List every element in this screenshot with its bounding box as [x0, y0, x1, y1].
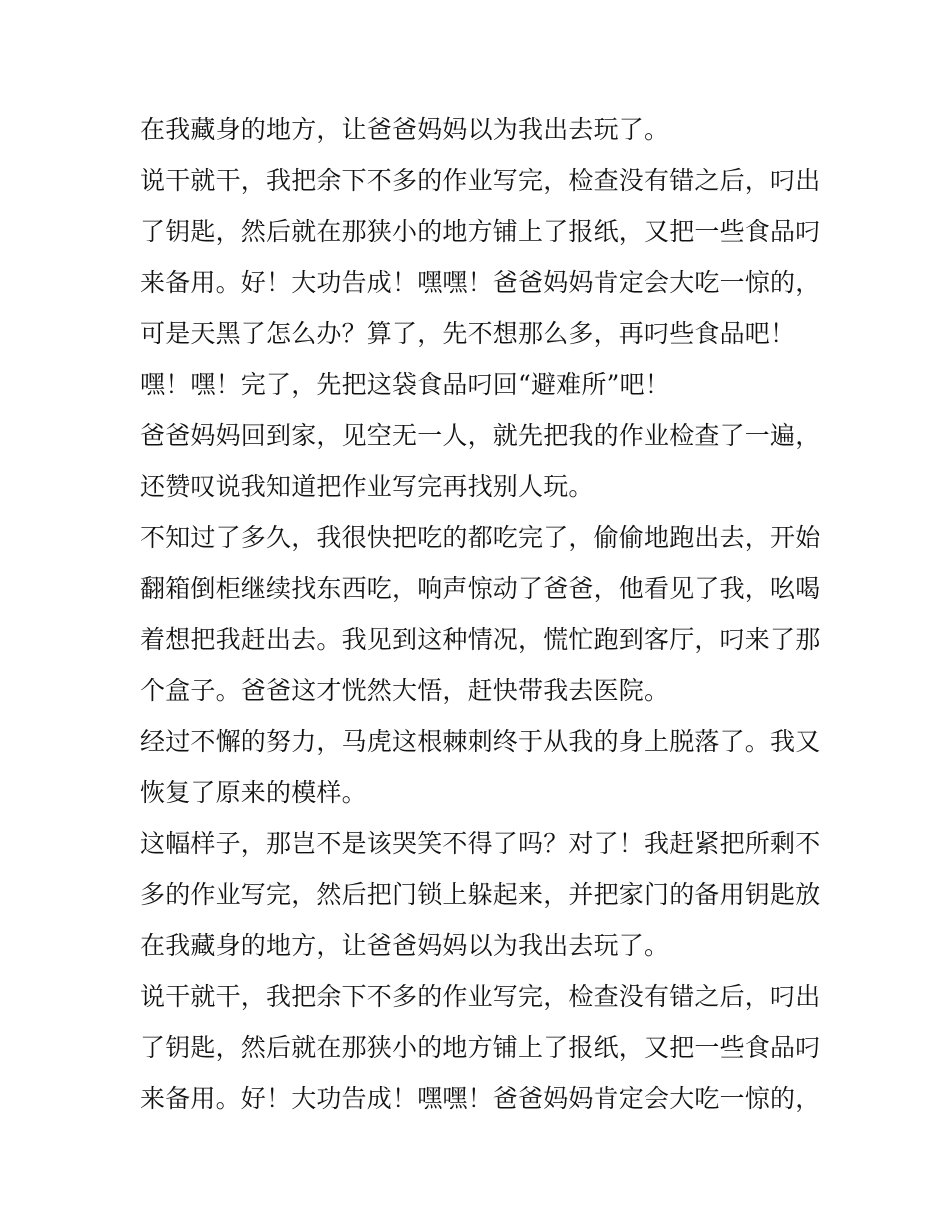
text-line: 了钥匙，然后就在那狭小的地方铺上了报纸，又把一些食品叼 [140, 1033, 821, 1062]
text-line: 了钥匙，然后就在那狭小的地方铺上了报纸，又把一些食品叼 [140, 217, 821, 246]
text-line: 恢复了原来的模样。 [140, 778, 367, 807]
text-line: 说干就干，我把余下不多的作业写完，检查没有错之后，叼出 [140, 166, 821, 195]
text-line: 来备用。好！大功告成！嘿嘿！爸爸妈妈肯定会大吃一惊的， [140, 1084, 821, 1113]
text-line: 着想把我赶出去。我见到这种情况，慌忙跑到客厅，叼来了那 [140, 625, 821, 654]
text-line: 个盒子。爸爸这才恍然大悟，赶快带我去医院。 [140, 676, 670, 705]
text-line: 说干就干，我把余下不多的作业写完，检查没有错之后，叼出 [140, 982, 821, 1011]
text-line: 爸爸妈妈回到家，见空无一人，就先把我的作业检查了一遍， [140, 421, 821, 450]
text-line: 这幅样子，那岂不是该哭笑不得了吗？对了！我赶紧把所剩不 [140, 829, 821, 858]
text-line: 翻箱倒柜继续找东西吃，响声惊动了爸爸，他看见了我，吆喝 [140, 574, 821, 603]
text-line: 经过不懈的努力，马虎这根棘刺终于从我的身上脱落了。我又 [140, 727, 821, 756]
text-line: 来备用。好！大功告成！嘿嘿！爸爸妈妈肯定会大吃一惊的， [140, 268, 821, 297]
text-line: 可是天黑了怎么办？算了，先不想那么多，再叼些食品吧！ [140, 319, 796, 348]
text-line: 在我藏身的地方，让爸爸妈妈以为我出去玩了。 [140, 931, 670, 960]
document-body [140, 110, 820, 1130]
text-line: 不知过了多久，我很快把吃的都吃完了，偷偷地跑出去，开始 [140, 523, 821, 552]
text-line: 在我藏身的地方，让爸爸妈妈以为我出去玩了。 [140, 115, 670, 144]
text-line: 多的作业写完，然后把门锁上躲起来，并把家门的备用钥匙放 [140, 880, 821, 909]
text-line: 还赞叹说我知道把作业写完再找别人玩。 [140, 472, 594, 501]
text-line: 嘿！嘿！完了，先把这袋食品叼回“避难所”吧！ [140, 370, 670, 399]
